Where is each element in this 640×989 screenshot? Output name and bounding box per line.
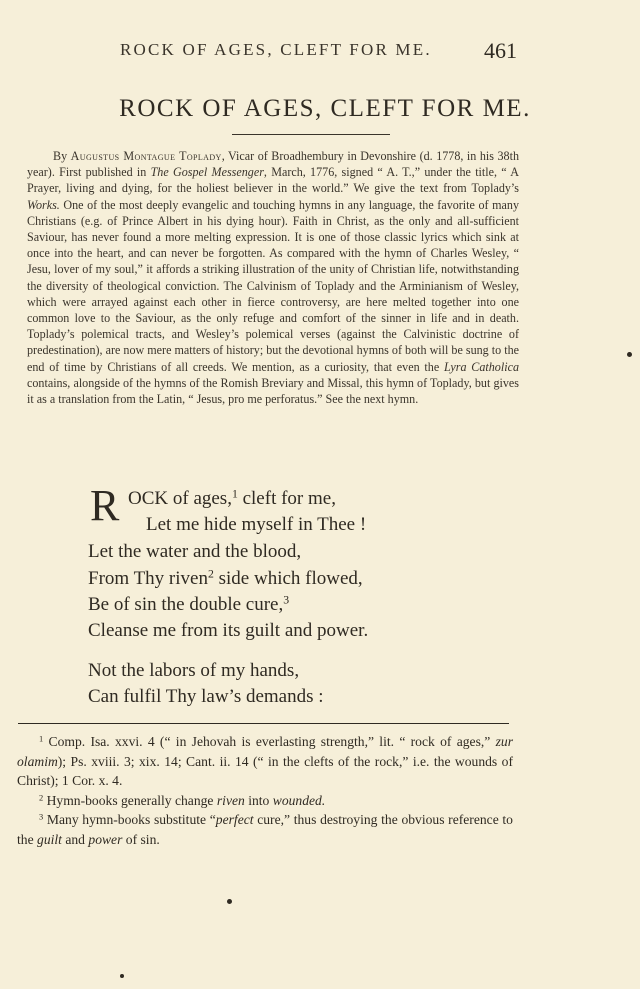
publication-title: The Gospel Messenger <box>150 165 264 180</box>
footnote-1: $^1$ Comp. Isa. xxvi. 4 (“ in Jehovah is everlasting strength,” lit. “ rock of ages,” zur olamim); Ps. xviii. 3; xix. 14; Cant. ii. 14 (“ in the clefts of the rock,” i.e. the wounds of Christ); 1 Cor. x. 4. <box>17 733 513 789</box>
introduction-paragraph <box>27 148 519 407</box>
hymn-line-5: Be of sin the double cure,$^3$ <box>88 593 290 615</box>
hymn-line-8: Can fulfil Thy law’s demands : <box>88 686 324 707</box>
ink-speck <box>227 899 232 904</box>
ink-speck <box>120 974 124 978</box>
hymn-line-3: Let the water and the blood, <box>88 541 302 562</box>
intro-text: contains, alongside of the hymns of the Romish Breviary and Missal, this hymn of Toplady, but gives it as a translation from the Latin, “ Jesus, pro me perforatus.” See the next hymn. <box>27 375 519 407</box>
drop-cap: R <box>90 481 120 530</box>
ink-speck <box>627 352 632 357</box>
hymn-line-1: OCK of ages,$^1$ cleft for me, <box>128 487 336 509</box>
footnote-ref-2: 2 <box>207 567 214 581</box>
hymn-title: ROCK OF AGES, CLEFT FOR ME. <box>119 95 531 122</box>
hymn-line-6: Cleanse me from its guilt and power. <box>88 620 369 641</box>
intro-by: By <box>53 149 68 163</box>
footnote-3: $^3$ Many hymn-books substitute “perfect cure,” thus destroying the obvious reference to the guilt and power of sin. <box>17 811 513 847</box>
intro-text: One of the most deeply evangelic and touching hymns in any language, the favorite of many Christians (e.g. of Prince Albert in his dying hour). Faith in Christ, as the only and all-sufficient Saviour, has never found a more melting expression. It is one of those classic lyrics which sink at once into the heart, and can never be forgotten. As compared with the hymn of Charles Wesley, “ Jesu, lover of my soul,” it affords a striking illustration of the unity of Christian life, notwithstanding the diversity of theological conviction. The Calvinism of Toplady and the Arminianism of Wesley, which were arrayed against each other in fierce controversy, are here melted together into one common love to the Saviour, as the only refuge and comfort of the sinner in life and in death. Toplady’s polemical tracts, and Wesley’s polemical verses (against the Calvinistic doctrine of predestination), are now mere matters of history; but the devotional hymns of both will be sung to the end of time by Christians of all creeds. We mention, as a curiosity, that even the <box>27 197 519 374</box>
hymn-line-4: From Thy riven$^2$ side which flowed, <box>88 567 363 589</box>
running-head: ROCK OF AGES, CLEFT FOR ME. <box>120 40 432 59</box>
intro-text: , Vicar of Broadhembury in Devonshire (d. 1778, in his 38th year). First published in <box>27 149 519 180</box>
footnote-ref-3: 3 <box>283 593 290 607</box>
footnotes <box>17 732 513 850</box>
works-title: Works. <box>27 197 60 212</box>
page-number: 461 <box>484 38 517 63</box>
lyra-catholica-title: Lyra Catholica <box>444 359 519 374</box>
footnote-2: $^2$ Hymn-books generally change riven into wounded. <box>39 792 326 808</box>
title-rule <box>232 134 390 135</box>
footnote-ref-1: 1 <box>231 487 238 501</box>
hymn-line-2: Let me hide myself in Thee ! <box>146 514 367 535</box>
hymn-line-7: Not the labors of my hands, <box>88 660 300 681</box>
author-name: Augustus Montague Toplady <box>70 149 222 163</box>
intro-text: , March, 1776, signed “ A. T.,” under the title, “ A Prayer, living and dying, for the holiest believer in the world.” We give the text from Toplady’s <box>27 165 519 196</box>
footnote-rule <box>18 723 509 724</box>
